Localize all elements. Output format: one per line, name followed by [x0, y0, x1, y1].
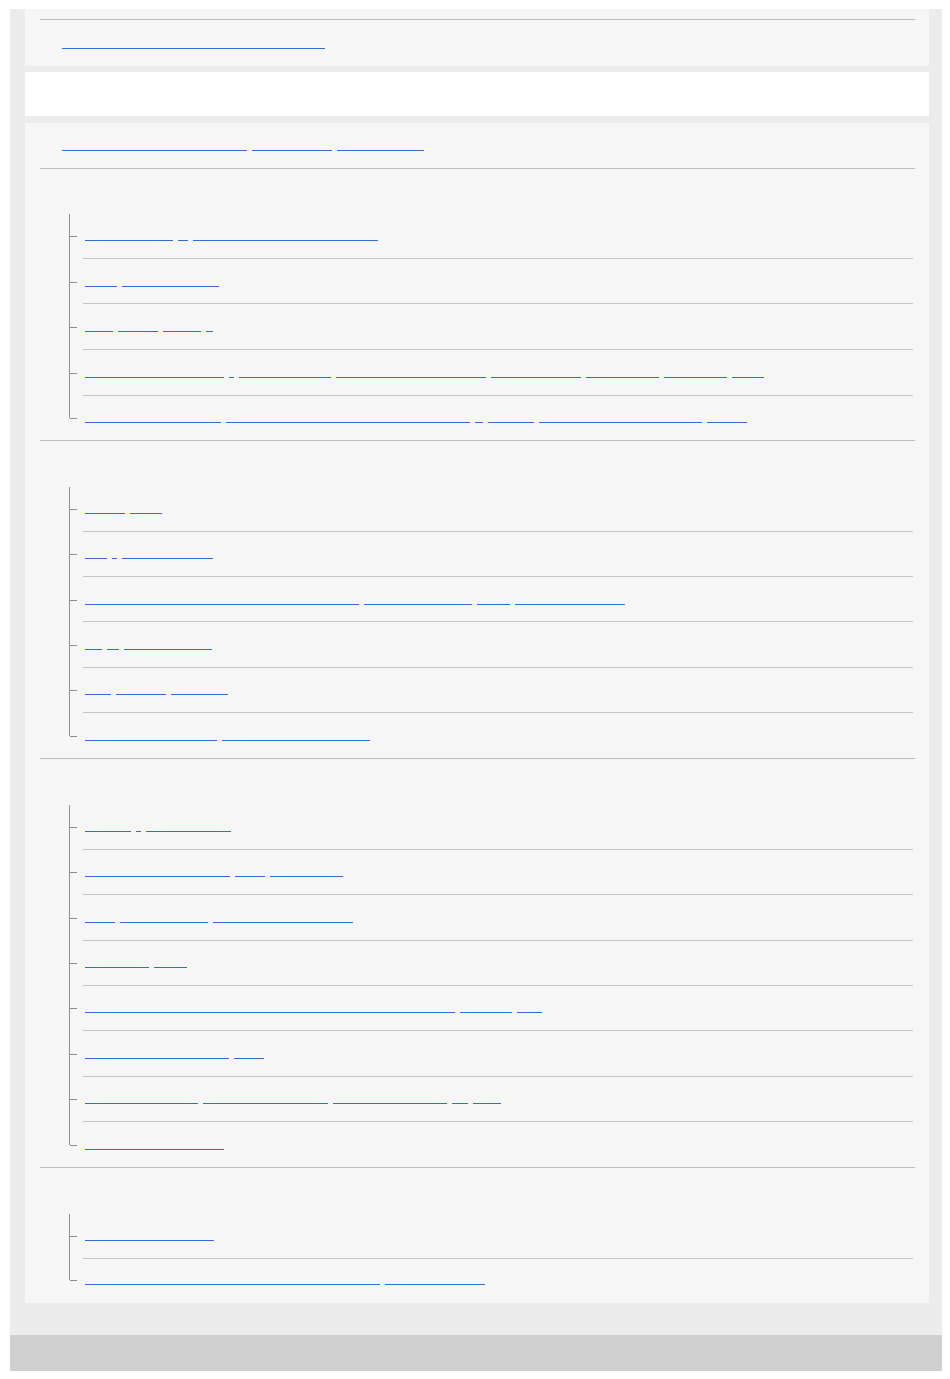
tree-tick: [70, 963, 77, 964]
tree-tick: [70, 690, 77, 691]
link-segment[interactable]: [171, 694, 228, 695]
link-segment[interactable]: [203, 1103, 328, 1104]
section-header-divider: [40, 168, 915, 169]
tree-tick: [70, 327, 77, 328]
tree-tick: [70, 373, 77, 374]
row-divider: [83, 667, 913, 668]
link-segment[interactable]: [364, 604, 472, 605]
row-divider: [83, 621, 913, 622]
link-segment[interactable]: [517, 1012, 542, 1013]
link-segment[interactable]: [85, 240, 173, 241]
row-divider: [83, 894, 913, 895]
link-segment[interactable]: [222, 740, 370, 741]
link-segment[interactable]: [85, 1012, 455, 1013]
link-segment[interactable]: [732, 377, 764, 378]
blank-strip: [25, 72, 929, 116]
tree-tick: [70, 1280, 77, 1281]
row-divider: [83, 349, 913, 350]
link-segment[interactable]: [586, 377, 659, 378]
link-segment[interactable]: [85, 876, 230, 877]
link-segment[interactable]: [146, 831, 231, 832]
section-header-segment[interactable]: [337, 150, 424, 151]
link-segment[interactable]: [235, 876, 265, 877]
link-segment[interactable]: [270, 876, 343, 877]
link-segment[interactable]: [85, 831, 131, 832]
tree-tick: [70, 282, 77, 283]
link-segment[interactable]: [664, 377, 727, 378]
tree-tick: [70, 1054, 77, 1055]
link-segment[interactable]: [226, 422, 470, 423]
group-divider: [40, 1167, 915, 1168]
link-segment[interactable]: [122, 558, 213, 559]
row-divider: [83, 258, 913, 259]
tree-tick: [70, 1099, 77, 1100]
link-segment[interactable]: [85, 604, 359, 605]
row-divider: [83, 712, 913, 713]
tree-tick: [70, 736, 77, 737]
tree-line: [69, 214, 70, 418]
top-panel: [25, 9, 929, 66]
tree-line: [69, 805, 70, 1145]
link-segment[interactable]: [707, 422, 747, 423]
top-link-segment[interactable]: [62, 48, 325, 49]
row-divider: [83, 531, 913, 532]
link-segment[interactable]: [124, 649, 212, 650]
link-segment[interactable]: [85, 694, 111, 695]
link-segment[interactable]: [85, 513, 125, 514]
link-segment[interactable]: [336, 377, 486, 378]
tree-tick: [70, 600, 77, 601]
section-header-segment[interactable]: [252, 150, 332, 151]
row-divider: [83, 395, 913, 396]
link-segment[interactable]: [229, 377, 234, 378]
link-segment[interactable]: [154, 967, 187, 968]
link-segment[interactable]: [85, 558, 107, 559]
tree-tick: [70, 872, 77, 873]
row-divider: [83, 1121, 913, 1122]
tree-tick: [70, 1236, 77, 1237]
link-segment[interactable]: [85, 649, 102, 650]
link-segment[interactable]: [85, 922, 115, 923]
tree-tick: [70, 918, 77, 919]
link-segment[interactable]: [460, 1012, 512, 1013]
link-segment[interactable]: [473, 1103, 501, 1104]
tree-tick: [70, 645, 77, 646]
tree-tick: [70, 1145, 77, 1146]
link-segment[interactable]: [120, 922, 208, 923]
link-segment[interactable]: [85, 1103, 198, 1104]
link-segment[interactable]: [475, 422, 483, 423]
tree-tick: [70, 554, 77, 555]
tree-tick: [70, 236, 77, 237]
link-segment[interactable]: [491, 377, 581, 378]
tree-tick: [70, 418, 77, 419]
row-divider: [83, 1030, 913, 1031]
link-segment[interactable]: [333, 1103, 447, 1104]
link-segment[interactable]: [116, 694, 166, 695]
link-segment[interactable]: [239, 377, 331, 378]
main-panel: [25, 123, 929, 1303]
link-segment[interactable]: [130, 513, 162, 514]
row-divider: [83, 576, 913, 577]
link-segment[interactable]: [163, 331, 201, 332]
tree-line: [69, 1214, 70, 1280]
link-segment[interactable]: [488, 422, 534, 423]
link-segment[interactable]: [515, 604, 625, 605]
section-header-segment[interactable]: [62, 150, 247, 151]
top-divider: [40, 19, 915, 20]
group-divider: [40, 440, 915, 441]
link-segment[interactable]: [85, 1058, 229, 1059]
tree-tick: [70, 509, 77, 510]
row-divider: [83, 1258, 913, 1259]
link-segment[interactable]: [452, 1103, 468, 1104]
link-segment[interactable]: [118, 331, 158, 332]
link-segment[interactable]: [85, 286, 117, 287]
tree-tick: [70, 827, 77, 828]
footer-bar: [10, 1335, 942, 1371]
tree-tick: [70, 1008, 77, 1009]
row-divider: [83, 985, 913, 986]
link-segment[interactable]: [112, 558, 117, 559]
link-segment[interactable]: [539, 422, 702, 423]
link-segment[interactable]: [85, 1149, 224, 1150]
row-divider: [83, 1076, 913, 1077]
group-divider: [40, 758, 915, 759]
link-segment[interactable]: [178, 240, 188, 241]
link-segment[interactable]: [85, 967, 149, 968]
row-divider: [83, 303, 913, 304]
link-segment[interactable]: [85, 740, 217, 741]
link-segment[interactable]: [136, 831, 141, 832]
link-segment[interactable]: [477, 604, 510, 605]
link-segment[interactable]: [107, 649, 119, 650]
link-segment[interactable]: [85, 422, 221, 423]
row-divider: [83, 940, 913, 941]
link-segment[interactable]: [206, 331, 213, 332]
tree-line: [69, 487, 70, 736]
row-divider: [83, 849, 913, 850]
link-segment[interactable]: [122, 286, 219, 287]
link-segment[interactable]: [85, 1240, 214, 1241]
link-segment[interactable]: [85, 331, 113, 332]
link-segment[interactable]: [85, 377, 224, 378]
link-segment[interactable]: [193, 240, 378, 241]
link-segment[interactable]: [85, 1284, 380, 1285]
link-segment[interactable]: [234, 1058, 264, 1059]
link-segment[interactable]: [385, 1284, 485, 1285]
link-segment[interactable]: [213, 922, 353, 923]
